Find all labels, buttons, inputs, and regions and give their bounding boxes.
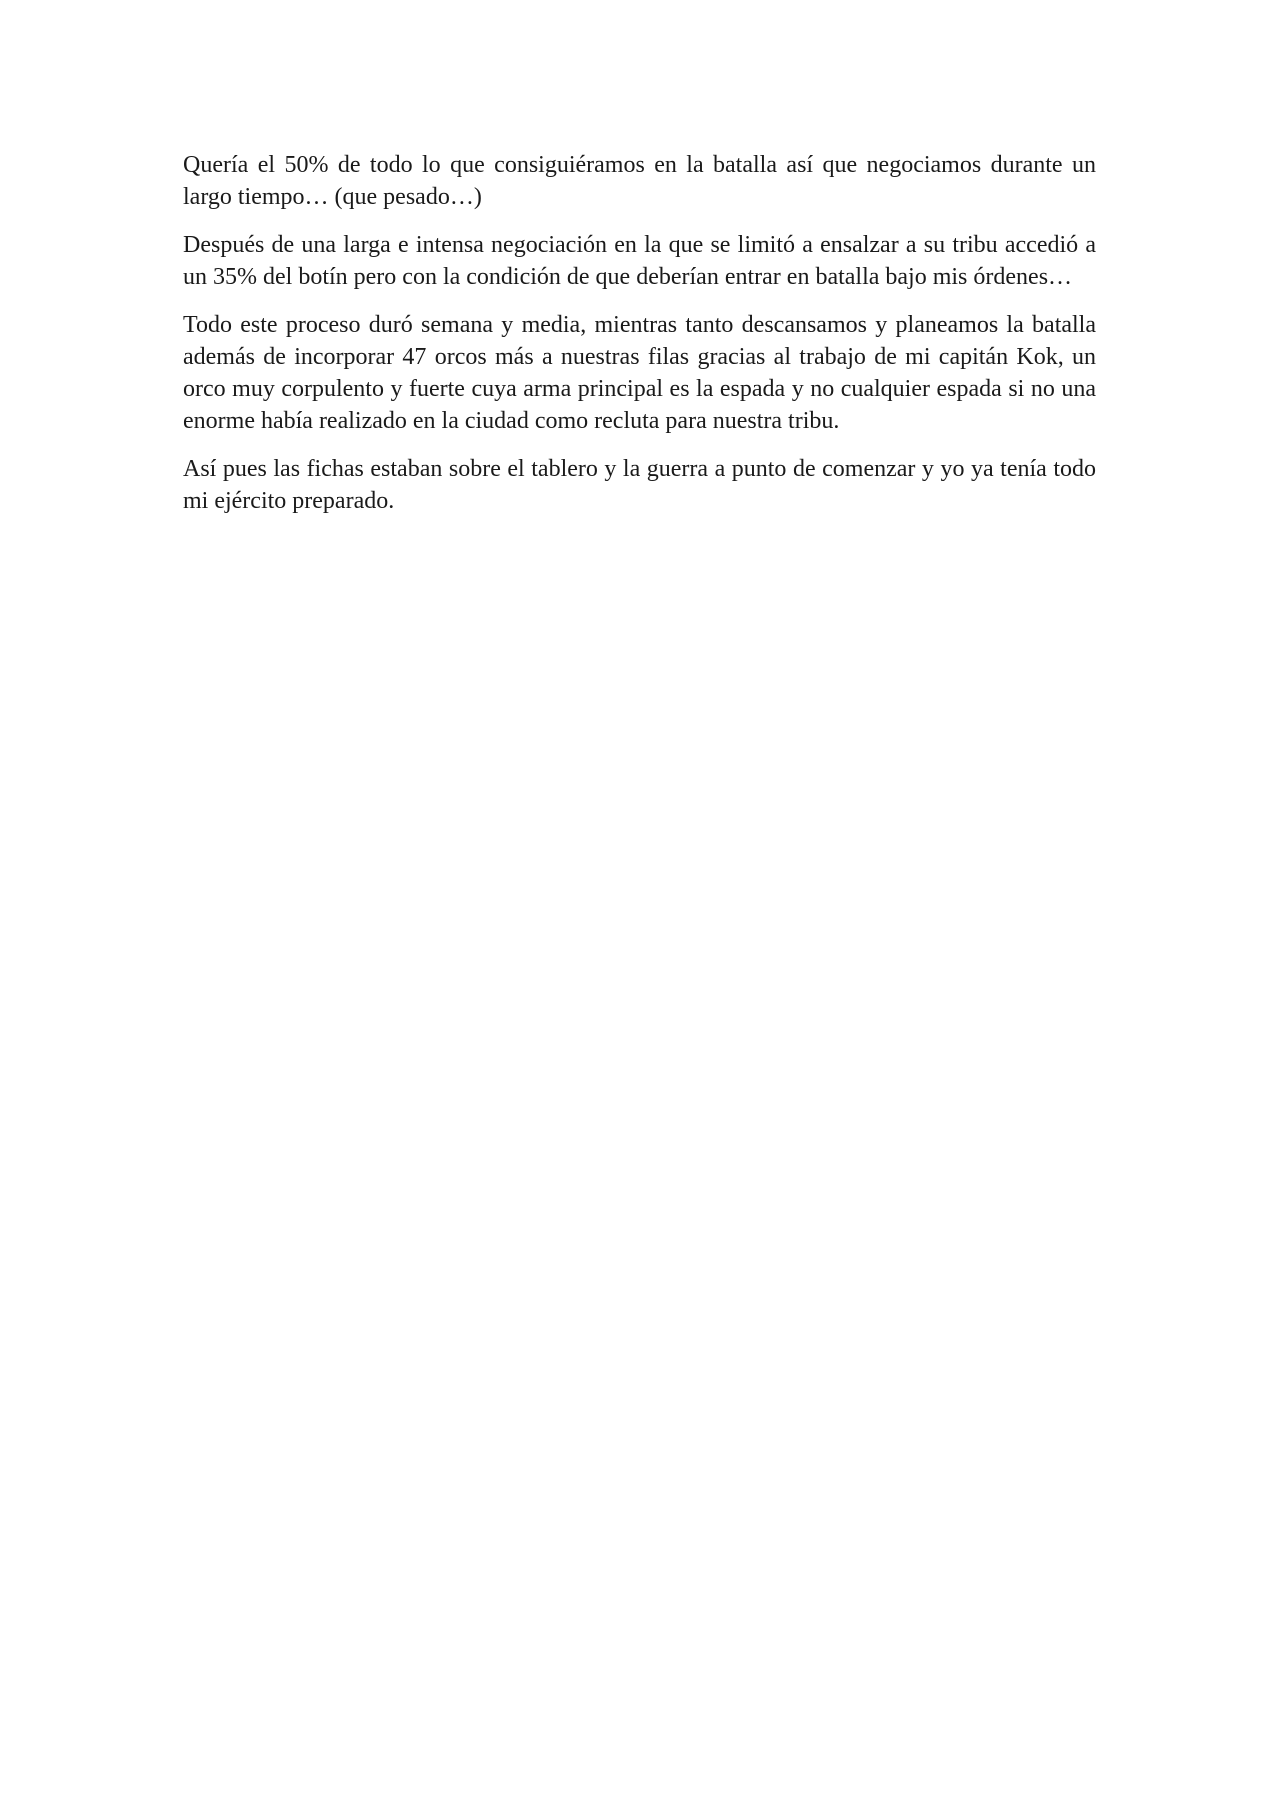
paragraph-4: Así pues las fichas estaban sobre el tablero y la guerra a punto de comenzar y yo ya tenía todo mi ejército preparado.: [183, 456, 1096, 514]
document-body: [183, 149, 1096, 533]
paragraph-1: Quería el 50% de todo lo que consiguiéramos en la batalla así que negociamos durante un largo tiempo… (que pesado…): [183, 152, 1096, 210]
paragraph-3: Todo este proceso duró semana y media, mientras tanto descansamos y planeamos la batalla además de incorporar 47 orcos más a nuestras filas gracias al trabajo de mi capitán Kok, un orco muy corpulento y fuerte cuya arma principal es la espada y no cualquier espada si no una enorme había realizado en la ciudad como recluta para nuestra tribu.: [183, 312, 1096, 434]
paragraph-2: Después de una larga e intensa negociación en la que se limitó a ensalzar a su tribu accedió a un 35% del botín pero con la condición de que deberían entrar en batalla bajo mis órdenes…: [183, 232, 1096, 290]
